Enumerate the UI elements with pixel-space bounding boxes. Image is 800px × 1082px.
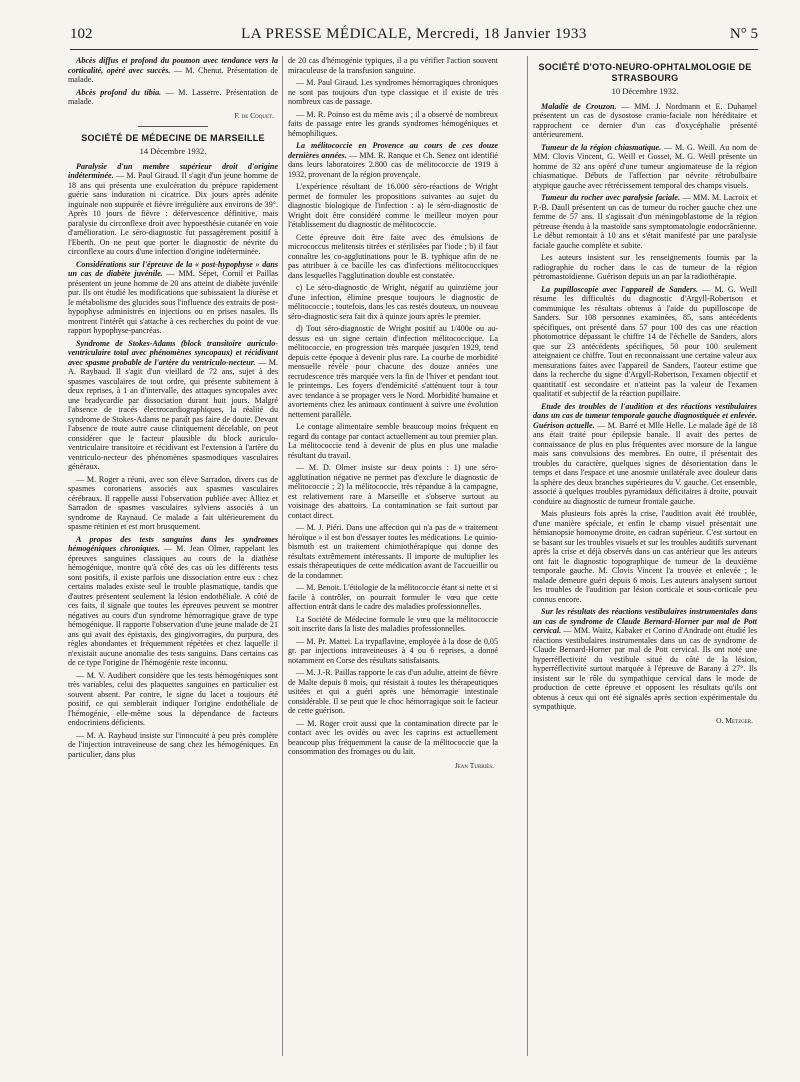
column-divider: [527, 56, 528, 1056]
abstract-title: Considérations sur l'épreuve de la « post-hypophyse » dans un cas de diabète juvénile.: [68, 259, 278, 278]
abstract-title: Paralysie d'un membre supérieur droit d'origine indéterminée.: [68, 161, 278, 180]
abstract-text: — M. Barré et Mlle Helle. Le malade âgé de 18 ans était traité pour épilepsie banale. Il avait des pertes de connaissance de plus en plus fréquentes avec morsure de la langue mais sans convulsions des membres. En outre, il présentait des troubles du caractère, quelques signes de désorientation dans le temps et dans l'espace et une anosmie unilatérale avec douleur dans la sphère des deux branches supérieures du V. gauche. Cet ensemble, associé à quelques troubles pyramidaux déficitaires à droite, pouvait conduire au diagnostic de tumeur frontale gauche.: [533, 420, 757, 506]
page-header: [70, 26, 758, 46]
paragraph: c) Le séro-diagnostic de Wright, négatif au quinzième jour d'une infection, élimine presque toujours le diagnostic de mélitococcie ; toutefois, dans les cas restés douteux, un nouveau séro-diagnostic sera fait dix à quinze jours après le premier.: [288, 283, 498, 321]
abstract-text: — M. G. Weill résume les difficultés du diagnostic d'Argyll-Robertson et communique les résultats obtenus à l'aide du pupilloscope de Sanders. Sur 108 personnes examinées, 85, sans antécédents spécifiques, ont présenté dans 57 pour 100 des cas une réaction photomotrice dépassant le chiffre 14 de l'échelle de Sanders, alors que sur 23 antécédents spécifiques, 50 pour 100 seulement atteignaient ce chiffre. Tout en reconnaissant une certaine valeur aux mensurations faites avec l'appareil de Sanders, l'auteur estime que dans la recherche du signe d'Argyll-Robertson, l'examen objectif et quantitatif est secondaire et n'atteint pas la valeur de l'examen qualitatif et subjectif de la réaction pupillaire.: [533, 284, 757, 398]
abstract: [288, 141, 498, 179]
paragraph: L'expérience résultant de 16.000 séro-réactions de Wright permet de formuler les propositions suivantes au sujet du diagnostic biologique de l'infection : a) le séro-diagnostic de Wright doit être considéré comme le meilleur moyen pour l'établissement du diagnostic de mélitococcie.: [288, 182, 498, 229]
column-1: [68, 56, 278, 1066]
abstract-title: Abcès diffus et profond du poumon avec tendance vers la corticalité, opéré avec succès.: [68, 56, 278, 75]
abstract-text: — M. G. Weill. Au nom de MM. Clovis Vincent, G. Weill et Gosset, M. G. Weill présente un homme de 32 ans opéré d'une tumeur angiomateuse de la région chiasmatique. Débuts de l'affection par névrite rétrobulbaire atypique gauche avec rétrécissement temporal des champs visuels.: [533, 142, 757, 190]
abstract-text: — M. Chenut. Présentation de malade.: [68, 65, 278, 84]
abstract-title: Etude des troubles de l'audition et des réactions vestibulaires dans un cas de tumeur temporale gauche diagnostiquée et enlevée. Guérison actuelle.: [533, 401, 757, 430]
discussion: — M. Roger croit aussi que la contamination directe par le contact avec les ovidés ou avec les caprins est actuellement beaucoup plus fréquemment la cause de la mélitococcie que la consommation des fromages ou du lait.: [288, 718, 498, 756]
paragraph: d) Tout séro-diagnostic de Wright positif au 1/400e ou au-dessus est un signe certain d'infection mélitococcique. La mélitococcie, en progression très marquée jusqu'en 1929, tend depuis cette époque à devenir plus rare. La courbe de morbidité mensuelle révèle pour chacune des douze années une recrudescence très marquée vers la fin de l'hiver et pendant tout le printemps. Les foyers d'endémicité s'atténuent tour à tour avec tendance à se propager vers le Nord. Morbidité humaine et avortements chez les animaux continuent à suivre une évolution nettement parallèle.: [288, 324, 498, 419]
column-divider: [282, 56, 283, 1056]
session-date: 14 Décembre 1932.: [139, 146, 207, 156]
abstract-title: La pupilloscopie avec l'appareil de Sanders.: [541, 284, 699, 294]
discussion: — M. D. Olmer insiste sur deux points : 1) une séro-agglutination négative ne permet pas d'exclure le diagnostic de mélitococcie ; 2) la mélitococcie, très répandue à la campagne, est relativement rare à Marseille et s'observe surtout au voisinage des abattoirs. La contamination se fait surtout par contact direct.: [288, 463, 498, 520]
society-heading: SOCIÉTÉ D'OTO-NEURO-OPHTALMOLOGIE DE STRASBOURG: [538, 62, 752, 83]
abstract-text: — MM. Sépet, Cornil et Paillas présentent un jeune homme de 20 ans atteint de diabète juvénile pur. Ils ont étudié les modifications que subissaient la diurèse et le métabolisme des glucides sous l'influence des extraits de post-hypophyse administrés en injections ou en prises nasales. Ils montrent l'intérêt qui s'attache à ces recherches du point de vue rapport hypophyse-pancréas.: [68, 269, 278, 335]
abstract-title: Sur les résultats des réactions vestibulaires instrumentales dans un cas de syndrome de Claude Bernard-Horner par mal de Pott cervical.: [533, 607, 757, 635]
discussion: — M. Pr. Mattei. La trypaflavine, employée à la dose de 0,05 gr. par injections intraveineuses à 4 ou 6 reprises, a donné notamment en Corse des résultats satisfaisants.: [288, 636, 498, 665]
abstract: [533, 607, 757, 712]
abstract-text: — MM. Waitz, Kabaker et Corino d'Andrade ont étudié les réactions vestibulaires instrumentales dans un cas de syndrome de Claude Bernard-Horner par mal de Pott cervical. Ils ont noté une hyperréflectivité du vestibule situé du côté de la lésion, hyperréflectivité surtout marquée à l'épreuve de Barany à 27°. Ils insistent sur le rôle du sympathique cervical dans le mode de production de cette épreuve et opposent les résultats qu'ils ont obtenus à ceux qui ont été signalés après section expérimentale du sympathique.: [533, 626, 757, 711]
author-signature: F. de Coquet.: [234, 110, 274, 120]
page-number: 102: [70, 26, 93, 42]
header-rule: [70, 49, 758, 50]
session-date: 10 Décembre 1932.: [611, 86, 679, 96]
paragraph: Les auteurs insistent sur les renseignements fournis par la radiographie du rocher dans le cas de tumeur de la région pétromastoïdienne. Guérison depuis un an par la radiothérapie.: [533, 253, 757, 281]
discussion: — M. V. Audibert considère que les tests hémogéniques sont très variables, celui des plaquettes sanguines en particulier est souvent absent. Par contre, le signe du lacet a toujours été positif, ce qui semblerait indiquer l'origine endothéliale de l'hémogénie, elle-même sous la dépendance de facteurs endocriniens déficients.: [68, 670, 278, 727]
section-rule: [138, 126, 208, 127]
paragraph: La Société de Médecine formule le vœu que la mélitococcie soit inscrite dans la liste des maladies professionnelles.: [288, 614, 498, 633]
discussion: — M. J. Piéri. Dans une affection qui n'a pas de « traitement héroïque » il est bon d'essayer toutes les médications. Le quinio-bismuth est un traitement chimiothérapique qui donne des résultats extrêmement intéressants. Il importe de multiplier les essais thérapeutiques de cette médication avant de l'accueillir ou de la condamner.: [288, 523, 498, 580]
discussion: — M. Roger a réuni, avec son élève Sarradon, divers cas de spasmes coronariens associés aux spasmes vasculaires cérébraux. Il rappelle aussi l'observation publiée avec Alliez et Sarradon de spasmes vasculaires sylviens associés à un syndrome de Raynaud. Ce malade a fait ultérieurement du spasme rétinien et est mort brusquement.: [68, 474, 278, 531]
abstract-title: Syndrome de Stokes-Adams (block transitoire auriculo-ventriculaire total avec phénomènes syncopaux) et récidivant avec spasme probable de l'artère du ventriculo-necteur.: [68, 338, 278, 367]
abstract-text: — MM. J. Nordmann et E. Duhamel présentent un cas de dysostose cranio-faciale non héréditaire et rapprochent ce dernier d'un cas d'oxycéphalie présenté antérieurement.: [533, 101, 757, 139]
abstract-text: — M. A. Raybaud. Il s'agit d'un vieillard de 72 ans, sujet à des spasmes vasculaires de tout ordre, qui présente subitement à deux reprises, à 1 an d'intervalle, des attaques syncopales avec une bradycardie par dissociation durant huit jours. Malgré l'absence de tracés électrocardiographiques, la réalité du syndrome de Stokes-Adams ne paraît pas faire de doute. Devant l'absence de toute autre cause cliniquement décelable, on peut considérer que le facteur plausible du block auriculo-ventriculaire transitoire et récidivant est l'extension à l'artère du ventriculo-necteur des phénomènes spasmodiques vasculaires généraux.: [68, 357, 278, 471]
abstract-text: — M. Jean Olmer, rappelant les épreuves sanguines classiques au cours de la diathèse hémogénique, montre qu'à côté des cas où les différents tests sont positifs, il existe parfois une dissociation entre eux : chez certains malades existe seul le trouble plasmatique, tandis que d'autres présentent seulement la lésion endothéliale. A côté de ces faits, il signale que toutes les épreuves peuvent se montrer négatives au cours d'un syndrome hémorragique grave de type hémogénique. Il rapporte l'observation d'une jeune malade de 21 ans qui avait des épistaxis, des gingivorragies, du purpura, des règles abondantes et fréquemment répétées et chez laquelle il n'existait aucune anomalie des tests sanguins. Dans certains cas de ce type l'origine de l'hémogénie reste inconnu.: [68, 544, 278, 667]
abstract-title: Maladie de Crouzon.: [541, 101, 617, 111]
paragraph: Cette épreuve doit être faite avec des émulsions de micrococcus melitensis titrées et stérilisées par l'iode ; b) il faut connaître les co-agglutinations pour le B. typhique afin de ne pas attribuer à ce bacille les cas d'infections mélitococciques dans lesquelles l'agglutination double est constatée.: [288, 232, 498, 280]
paragraph: Mais plusieurs fois après la crise, l'audition avait été troublée, d'une manière spéciale, et enfin le champ visuel présentait une hémianopsie homonyme droite, en cadran supérieur. C'est surtout en se basant sur les troubles visuels et sur les troubles auditifs survenant après la crise et déjà observés dans un cas antérieur que les auteurs ont fait le diagnostic topographique de tumeur de la deuxième temporale gauche. M. Clovis Vincent l'a trouvée et enlevée ; le malade demeure guéri depuis 6 mois. Les auteurs analysent surtout les troubles de l'audition par lésion corticale et sous-corticale peu connus encore.: [533, 509, 757, 604]
discussion: — M. Paul Giraud. Les syndromes hémorragiques chroniques ne sont pas toujours d'un type classique et il existe de très nombreux cas de passage.: [288, 78, 498, 106]
continuation: de 20 cas d'hémogénie typiques, il a pu vérifier l'action souvent miraculeuse de la transfusion sanguine.: [288, 56, 498, 75]
column-3: [533, 56, 757, 1066]
discussion: — M. A. Raybaud insiste sur l'innocuité à peu près complète de l'injection intraveineuse de sang chez les hémogéniques. En particulier, dans plus: [68, 730, 278, 759]
abstract-title: La mélitococcie en Provence au cours de ces douze dernières années.: [288, 141, 498, 160]
abstract: [533, 402, 757, 507]
abstract-title: Abcès profond du tibia.: [76, 87, 162, 97]
abstract-text: — MM. M. Lacroix et P.-B. Daull présentent un cas de tumeur du rocher gauche chez une femme de 57 ans. Il s'agissait d'un méningoblastome de la région pétreuse étendu à la mastoïde sans symptomatologie endocrânienne. Le début remontait à 10 ans et s'était manifesté par une paralysie faciale gauche complète et subite.: [533, 193, 757, 250]
abstract: [68, 162, 278, 257]
discussion: — M. Benoit. L'étiologie de la mélitococcie étant si nette et si facile à contrôler, on pourrait formuler le vœu que cette affection entrât dans le cadre des maladies professionnelles.: [288, 583, 498, 611]
abstract: [68, 260, 278, 336]
abstract-title: A propos des tests sanguins dans les syndromes hémogéniques chroniques.: [68, 534, 278, 553]
society-heading: SOCIÉTÉ DE MÉDECINE DE MARSEILLE: [81, 133, 265, 143]
discussion: — M. J.-R. Paillas rapporte le cas d'un adulte, atteint de fièvre de Malte depuis 8 mois, qui résistait à toutes les thérapeutiques usitées et qui a guéri après une hémorragie intestinale considérable. Il se peut que le choc hémorragique soit le facteur de cette guérison.: [288, 668, 498, 715]
abstract: [533, 285, 757, 399]
author-signature: O. Metzger.: [716, 715, 753, 725]
abstract-text: — M. Lasserre. Présentation de malade.: [68, 87, 278, 106]
abstract: [68, 88, 278, 107]
abstract-text: — M. Paul Giraud. Il s'agit d'un jeune homme de 18 ans qui présenta une exulcération du prépuce rapidement guérie sans induration ni cicatrice. Dix jours après adénite inguinale non suppurée et fièvre irrégulière aux environs de 39°. Après 10 jours de fièvre : défervescence définitive, mais paralysie du circonflexe droit avec hypoesthésie cutanée en voie d'amélioration. Le séro-diagnostic fut passagèrement positif à l'Eberth. On ne peut que porter le diagnostic de névrite du circonflexe au cours d'une infection d'origine indéterminée.: [68, 171, 278, 256]
abstract-title: Tumeur du rocher avec paralysie faciale.: [541, 193, 680, 202]
column-2: [288, 56, 498, 1066]
author-signature: Jean Turriès.: [454, 760, 494, 770]
abstract: [533, 193, 757, 250]
abstract-text: — MM. R. Ranque et Ch. Senez ont identifié dans leurs laboratoires 2.800 cas de mélitococcie de 1919 à 1932, provenant de la région provençale.: [288, 150, 498, 179]
abstract: [68, 56, 278, 85]
issue-number: N° 5: [729, 26, 758, 42]
discussion: — M. R. Poinso est du même avis ; il a observé de nombreux faits de passage entre les grands syndromes hémogéniques et hémophiliques.: [288, 109, 498, 138]
abstract: [533, 143, 757, 191]
abstract: [68, 535, 278, 668]
journal-title: LA PRESSE MÉDICALE, Mercredi, 18 Janvier 1933: [241, 26, 587, 42]
abstract: [68, 339, 278, 472]
paragraph: Le contage alimentaire semble beaucoup moins fréquent en regard du contage par contact actuellement au tout premier plan. La mélitococcie tend à devenir de plus en plus une maladie résultant du travail.: [288, 422, 498, 460]
abstract: [533, 102, 757, 140]
abstract-title: Tumeur de la région chiasmatique.: [541, 142, 662, 152]
